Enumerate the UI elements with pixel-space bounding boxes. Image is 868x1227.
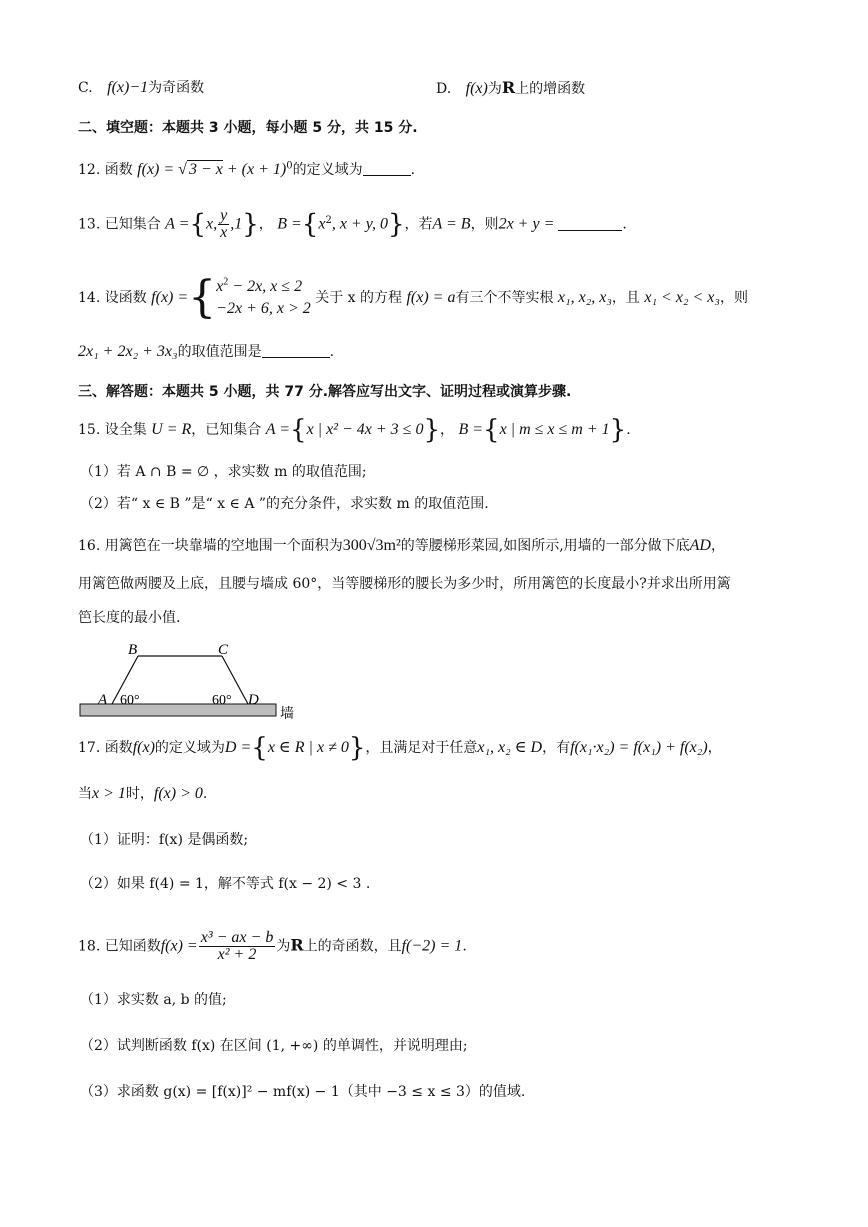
question-number: 12. [78,162,101,178]
option-text: 上的增函数 [515,81,586,97]
period: . [462,938,467,955]
period: . [622,216,627,233]
sqrt-expression: 3 − x [188,161,223,178]
wall-shape [80,704,276,716]
question-number: 13. [78,216,101,233]
question-17-part-1: （1）证明：f(x) 是偶函数; [80,832,249,848]
section-heading-fill-blank: 二、填空题：本题共 3 小题，每小题 5 分，共 15 分. [78,120,418,136]
question-text: ，则 [719,290,748,306]
exponent: 2 [325,214,332,226]
question-text: ，有 [542,740,571,756]
question-text: ，若 [404,216,433,233]
formula: x₁, x₂ ∈ D [477,739,543,756]
option-c [78,78,204,98]
period: . [329,344,335,360]
question-15-part-1: （1）若 A ∩ B = ∅ ，求实数 m 的取值范围; [80,464,367,480]
question-text: ，已知集合 [191,422,262,438]
question-18 [78,930,467,963]
question-text: 用篱笆在一块靠墙的空地围一个面积为 [104,538,343,554]
option-text: 为奇函数 [148,80,205,96]
set-element: , x + y, 0 [331,215,388,233]
formula: f(−2) = 1 [401,937,463,955]
set-element: x [318,215,326,233]
option-formula: f(x)−1 [107,79,149,96]
question-text: 关于 x 的方程 [315,290,403,306]
question-text: 为 [276,938,291,955]
case-1-rest: − 2x, x ≤ 2 [228,278,303,295]
question-14: 14. 设函数 f(x) ={ $x^2 - 2x$, x ≤ 2 −2x + 6, x > 2 关于 x 的方程 f(x) = a有三个不等实根 x₁, x₂, x₃，且 x₁ < x₂ < x₃，则 [78,272,748,323]
question-number: 15. [78,422,101,438]
set-element: x, [206,215,218,233]
question-text: 已知集合 [104,216,161,233]
formula: x₁ < x₂ < x₃ [644,289,720,306]
formula: f(x) > 0 [153,785,203,802]
formula: f(x) [132,739,155,756]
angle-a-label: 60° [120,693,140,708]
option-label: D. [436,81,452,97]
formula: f(x) = [151,289,189,306]
question-text: 设函数 [104,290,147,306]
vertex-a-label: A [98,692,108,708]
real-set-symbol: R [501,78,516,97]
question-number: 17. [78,740,101,756]
formula: 2x + y = [498,215,555,233]
question-text: 有三个不等实根 [455,290,554,306]
fraction-denominator: x² + 2 [217,946,257,963]
case-2: −2x + 6, x > 2 [216,300,311,317]
wall-label: 墙 [280,706,294,722]
formula: D = [224,739,252,756]
formula: B = [458,421,484,438]
question-text: 的等腰梯形菜园,如图所示,用墙的一部分做下底 [400,538,690,554]
question-text: 时， [125,786,154,802]
question-text: 的取值范围是 [177,344,262,360]
formula: f(x) = a [406,289,456,306]
question-13: 13. 已知集合 A ={x, $\frac{y}{x}$ ,1}， $B =\{x^2$, x + y, 0}，若A = B，则2x + y = . [78,207,627,241]
question-text: 已知函数 [104,938,161,955]
question-text: 的定义域为 [292,162,363,178]
question-18-part-1: （1）求实数 a, b 的值; [80,992,227,1008]
fraction-numerator: y [220,207,228,224]
question-17-line-2 [78,784,207,804]
real-set-symbol: R [290,935,304,955]
set-builder: x | x² − 4x + 3 ≤ 0 [306,421,424,438]
area-formula: 300√3m² [342,537,401,554]
vertex-d-label: D [248,692,259,708]
answer-blank[interactable] [558,216,622,231]
formula: f(x₁·x₂) = f(x₁) + f(x₂) [570,739,708,756]
set-builder: x | m ≤ x ≤ m + 1 [499,421,610,438]
question-14-continued [78,342,334,362]
comma: ， [707,740,722,756]
set-builder: x ∈ R | x ≠ 0 [267,739,349,756]
option-d [436,78,585,99]
question-number: 18. [78,938,101,955]
question-18-part-2: （2）试判断函数 f(x) 在区间 (1, +∞) 的单调性，并说明理由; [80,1038,468,1054]
option-formula: f(x) [465,80,488,97]
answer-blank[interactable] [363,161,411,176]
fraction-numerator: x³ − ax − b [200,929,274,946]
question-number: 14. [78,290,101,306]
formula: x₁, x₂, x₃ [557,289,612,306]
fraction-denominator: x [220,224,228,241]
question-18-part-3: （3）求函数 g(x) = [f(x)]² − mf(x) − 1（其中 −3 ≤ x ≤ 3）的值域. [80,1084,526,1100]
option-text: 为 [487,81,502,97]
formula: 2x₁ + 2x₂ + 3x₃ [78,343,178,360]
set-element: ,1 [230,215,243,233]
period: . [410,162,416,178]
segment-label: AD [689,537,711,554]
question-16 [78,536,725,556]
angle-d-label: 60° [212,693,232,708]
question-12: 12. 函数 f(x) = √ $3 - x + (x + 1)^0$的定义域为 . [78,160,416,178]
section-heading-solutions: 三、解答题：本题共 5 小题，共 77 分.解答应写出文字、证明过程或演算步骤. [78,384,572,400]
question-text: 上的奇函数，且 [303,938,402,955]
question-text: ，且满足对于任意 [365,740,478,756]
question-number: 16. [78,538,101,554]
question-17-part-2: （2）如果 f(4) = 1，解不等式 f(x − 2) < 3 . [80,876,371,892]
formula: U = R [151,421,192,438]
exponent: 2 [223,276,229,288]
formula: A = B [432,215,471,233]
comma: ， [710,538,725,554]
case-1: x [216,278,224,295]
question-text: 的定义域为 [154,740,225,756]
question-text: ，且 [611,290,640,306]
question-text: 当 [78,786,92,802]
question-16-line-3: 笆长度的最小值. [78,610,181,626]
formula: B = [277,215,302,233]
question-15: 15. 设全集 U = R，已知集合 A ={x | x² − 4x + 3 ≤ 0}， B ={x | m ≤ x ≤ m + 1}. [78,415,631,445]
formula: + (x + 1) [222,161,287,178]
vertex-c-label: C [218,642,229,658]
piecewise-cases [216,276,311,320]
question-text: 函数 [104,740,133,756]
question-15-part-2: （2）若“ x ∈ B ”是“ x ∈ A ”的充分条件，求实数 m 的取值范围. [80,496,489,512]
formula: f(x) = [137,161,179,178]
trapezoid-figure [76,638,306,726]
formula: x > 1 [92,785,126,802]
exponent: 0 [286,160,293,172]
question-16-line-2: 用篱笆做两腰及上底，且腰与墙成 60°，当等腰梯形的腰长为多少时，所用篱笆的长度最小?并求出所用篱 [78,576,731,592]
formula: f(x) = [160,937,198,955]
question-text: 函数 [104,162,133,178]
period: . [626,422,631,438]
question-text: ，则 [470,216,499,233]
answer-blank[interactable] [262,343,330,358]
vertex-b-label: B [128,642,138,658]
question-17: 17. 函数f(x)的定义域为D ={x ∈ R | x ≠ 0}，且满足对于任意x₁, x₂ ∈ D，有f(x₁·x₂) = f(x₁) + f(x₂)， [78,733,722,763]
option-label: C. [78,80,93,96]
formula: A = [165,215,190,233]
period: . [202,786,208,802]
question-text: 设全集 [104,422,147,438]
formula: A = [265,421,291,438]
